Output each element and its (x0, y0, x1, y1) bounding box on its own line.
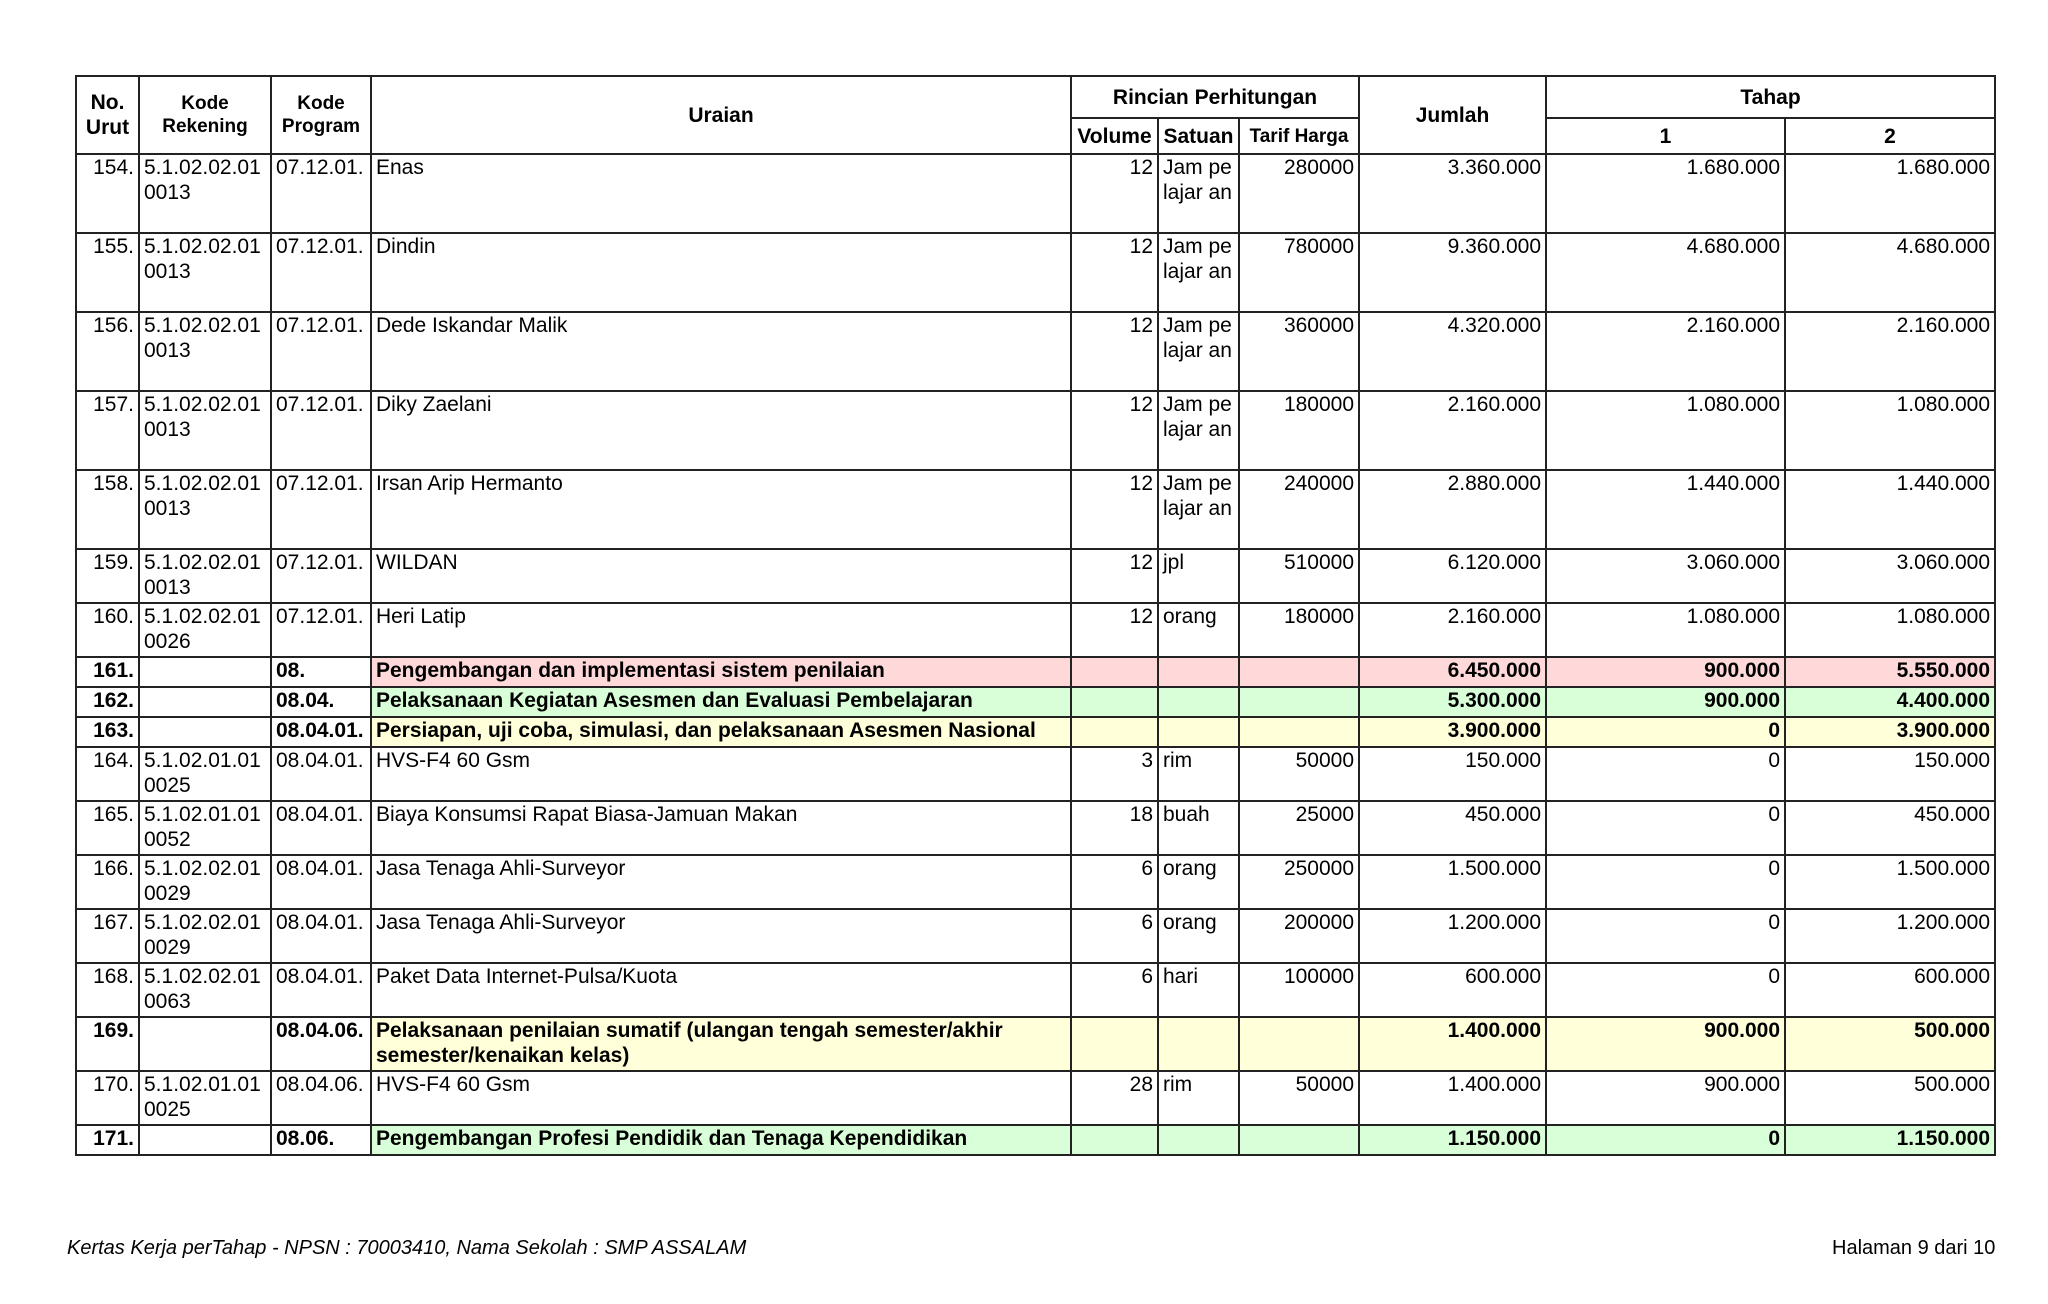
cell-satuan (1158, 1125, 1239, 1155)
cell-kode-rekening (139, 717, 271, 747)
cell-kode-program: 08.04.01. (271, 855, 371, 909)
cell-kode-program: 08. (271, 657, 371, 687)
cell-tahap-1: 0 (1546, 717, 1785, 747)
cell-row-number: 164. (76, 747, 139, 801)
cell-uraian: Pelaksanaan Kegiatan Asesmen dan Evaluasi Pembelajaran (371, 687, 1071, 717)
cell-kode-rekening: 5.1.02.02.01 0013 (139, 233, 271, 312)
cell-row-number: 159. (76, 549, 139, 603)
cell-tarif-harga (1239, 687, 1359, 717)
cell-jumlah: 3.360.000 (1359, 154, 1546, 233)
cell-jumlah: 6.450.000 (1359, 657, 1546, 687)
cell-row-number: 155. (76, 233, 139, 312)
cell-row-number: 161. (76, 657, 139, 687)
table-row (76, 657, 1995, 687)
cell-satuan: rim (1158, 747, 1239, 801)
header-satuan: Satuan (1158, 118, 1239, 154)
cell-jumlah: 150.000 (1359, 747, 1546, 801)
cell-volume: 12 (1071, 391, 1158, 470)
cell-tahap-1: 2.160.000 (1546, 312, 1785, 391)
cell-tarif-harga: 180000 (1239, 603, 1359, 657)
cell-satuan: Jam pelajar an (1158, 312, 1239, 391)
cell-kode-program: 07.12.01. (271, 233, 371, 312)
table-row (76, 1125, 1995, 1155)
cell-uraian: Paket Data Internet-Pulsa/Kuota (371, 963, 1071, 1017)
cell-kode-rekening (139, 1125, 271, 1155)
cell-satuan: Jam pelajar an (1158, 470, 1239, 549)
header-volume: Volume (1071, 118, 1158, 154)
cell-tahap-2: 3.900.000 (1785, 717, 1995, 747)
cell-satuan: Jam pelajar an (1158, 233, 1239, 312)
cell-satuan (1158, 657, 1239, 687)
cell-jumlah: 2.880.000 (1359, 470, 1546, 549)
cell-tarif-harga: 50000 (1239, 1071, 1359, 1125)
budget-table (75, 75, 1996, 1156)
header-jumlah: Jumlah (1359, 76, 1546, 154)
cell-tahap-2: 1.680.000 (1785, 154, 1995, 233)
cell-jumlah: 5.300.000 (1359, 687, 1546, 717)
cell-jumlah: 1.150.000 (1359, 1125, 1546, 1155)
cell-jumlah: 1.400.000 (1359, 1071, 1546, 1125)
cell-tahap-2: 1.200.000 (1785, 909, 1995, 963)
cell-tahap-2: 1.440.000 (1785, 470, 1995, 549)
cell-volume: 12 (1071, 603, 1158, 657)
cell-tahap-2: 150.000 (1785, 747, 1995, 801)
cell-jumlah: 2.160.000 (1359, 603, 1546, 657)
table-row (76, 312, 1995, 391)
cell-tahap-1: 1.680.000 (1546, 154, 1785, 233)
cell-tahap-1: 900.000 (1546, 687, 1785, 717)
header-tarif: Tarif Harga (1239, 118, 1359, 154)
cell-kode-program: 07.12.01. (271, 549, 371, 603)
cell-tarif-harga (1239, 1125, 1359, 1155)
cell-uraian: Pengembangan Profesi Pendidik dan Tenaga Kependidikan (371, 1125, 1071, 1155)
cell-kode-rekening: 5.1.02.02.01 0013 (139, 549, 271, 603)
cell-row-number: 170. (76, 1071, 139, 1125)
header-tahap-2: 2 (1785, 118, 1995, 154)
cell-kode-program: 08.04.01. (271, 909, 371, 963)
cell-tahap-1: 1.440.000 (1546, 470, 1785, 549)
cell-volume: 12 (1071, 154, 1158, 233)
cell-volume (1071, 1125, 1158, 1155)
cell-tarif-harga (1239, 1017, 1359, 1071)
cell-jumlah: 6.120.000 (1359, 549, 1546, 603)
cell-volume (1071, 1017, 1158, 1071)
table-row (76, 801, 1995, 855)
table-row (76, 603, 1995, 657)
table-row (76, 747, 1995, 801)
table-row (76, 1017, 1995, 1071)
cell-uraian: Dindin (371, 233, 1071, 312)
cell-tahap-2: 1.150.000 (1785, 1125, 1995, 1155)
cell-tarif-harga: 360000 (1239, 312, 1359, 391)
table-row (76, 470, 1995, 549)
table-row (76, 1071, 1995, 1125)
cell-row-number: 163. (76, 717, 139, 747)
cell-satuan: Jam pelajar an (1158, 391, 1239, 470)
cell-tahap-2: 2.160.000 (1785, 312, 1995, 391)
cell-kode-program: 08.04.06. (271, 1071, 371, 1125)
cell-uraian: Biaya Konsumsi Rapat Biasa-Jamuan Makan (371, 801, 1071, 855)
cell-tahap-1: 1.080.000 (1546, 603, 1785, 657)
cell-volume: 6 (1071, 963, 1158, 1017)
cell-kode-rekening: 5.1.02.02.01 0029 (139, 909, 271, 963)
cell-jumlah: 3.900.000 (1359, 717, 1546, 747)
header-uraian: Uraian (371, 76, 1071, 154)
cell-uraian: Heri Latip (371, 603, 1071, 657)
cell-satuan: orang (1158, 855, 1239, 909)
cell-uraian: HVS-F4 60 Gsm (371, 1071, 1071, 1125)
cell-tahap-2: 3.060.000 (1785, 549, 1995, 603)
cell-tahap-2: 1.080.000 (1785, 603, 1995, 657)
cell-tahap-2: 500.000 (1785, 1071, 1995, 1125)
cell-kode-rekening: 5.1.02.02.01 0013 (139, 391, 271, 470)
cell-row-number: 165. (76, 801, 139, 855)
cell-uraian: HVS-F4 60 Gsm (371, 747, 1071, 801)
cell-satuan: rim (1158, 1071, 1239, 1125)
cell-row-number: 171. (76, 1125, 139, 1155)
cell-satuan: jpl (1158, 549, 1239, 603)
cell-kode-program: 08.04.01. (271, 747, 371, 801)
cell-tahap-1: 1.080.000 (1546, 391, 1785, 470)
cell-kode-rekening: 5.1.02.02.01 0029 (139, 855, 271, 909)
cell-kode-program: 08.04.01. (271, 963, 371, 1017)
cell-satuan: orang (1158, 909, 1239, 963)
cell-tarif-harga: 180000 (1239, 391, 1359, 470)
cell-tarif-harga (1239, 717, 1359, 747)
cell-volume: 18 (1071, 801, 1158, 855)
cell-satuan: hari (1158, 963, 1239, 1017)
cell-row-number: 156. (76, 312, 139, 391)
cell-satuan (1158, 687, 1239, 717)
table-row (76, 855, 1995, 909)
cell-tarif-harga: 240000 (1239, 470, 1359, 549)
footer-document-info: Kertas Kerja perTahap - NPSN : 70003410, Nama Sekolah : SMP ASSALAM (67, 1237, 747, 1259)
cell-row-number: 168. (76, 963, 139, 1017)
cell-tahap-1: 0 (1546, 909, 1785, 963)
cell-tahap-2: 5.550.000 (1785, 657, 1995, 687)
header-tahap: Tahap (1546, 76, 1995, 118)
cell-uraian: Pengembangan dan implementasi sistem penilaian (371, 657, 1071, 687)
cell-tahap-1: 900.000 (1546, 1071, 1785, 1125)
cell-tahap-1: 3.060.000 (1546, 549, 1785, 603)
cell-kode-rekening: 5.1.02.01.01 0025 (139, 747, 271, 801)
cell-tahap-1: 0 (1546, 801, 1785, 855)
cell-jumlah: 450.000 (1359, 801, 1546, 855)
table-row (76, 909, 1995, 963)
cell-volume (1071, 717, 1158, 747)
cell-jumlah: 1.400.000 (1359, 1017, 1546, 1071)
cell-tarif-harga: 250000 (1239, 855, 1359, 909)
cell-kode-program: 08.04.01. (271, 717, 371, 747)
cell-tarif-harga: 280000 (1239, 154, 1359, 233)
cell-jumlah: 2.160.000 (1359, 391, 1546, 470)
table-row (76, 391, 1995, 470)
cell-kode-rekening: 5.1.02.02.01 0013 (139, 154, 271, 233)
cell-kode-program: 08.04.06. (271, 1017, 371, 1071)
cell-tahap-1: 0 (1546, 1125, 1785, 1155)
table-row (76, 549, 1995, 603)
cell-tarif-harga (1239, 657, 1359, 687)
cell-kode-rekening (139, 1017, 271, 1071)
cell-jumlah: 9.360.000 (1359, 233, 1546, 312)
cell-kode-program: 08.04.01. (271, 801, 371, 855)
table-row (76, 963, 1995, 1017)
cell-uraian: WILDAN (371, 549, 1071, 603)
cell-kode-rekening: 5.1.02.02.01 0026 (139, 603, 271, 657)
cell-row-number: 167. (76, 909, 139, 963)
header-tahap-1: 1 (1546, 118, 1785, 154)
cell-satuan: orang (1158, 603, 1239, 657)
cell-tahap-2: 4.400.000 (1785, 687, 1995, 717)
cell-tarif-harga: 25000 (1239, 801, 1359, 855)
cell-tarif-harga: 780000 (1239, 233, 1359, 312)
cell-volume (1071, 657, 1158, 687)
table-row (76, 154, 1995, 233)
cell-kode-rekening (139, 687, 271, 717)
cell-kode-rekening: 5.1.02.01.01 0052 (139, 801, 271, 855)
cell-tahap-2: 500.000 (1785, 1017, 1995, 1071)
cell-kode-rekening (139, 657, 271, 687)
cell-volume: 28 (1071, 1071, 1158, 1125)
cell-tarif-harga: 510000 (1239, 549, 1359, 603)
cell-volume: 12 (1071, 233, 1158, 312)
cell-jumlah: 1.500.000 (1359, 855, 1546, 909)
table-row (76, 233, 1995, 312)
header-kode-rekening: Kode Rekening (139, 76, 271, 154)
cell-row-number: 157. (76, 391, 139, 470)
cell-satuan (1158, 717, 1239, 747)
cell-tahap-2: 450.000 (1785, 801, 1995, 855)
cell-volume: 12 (1071, 549, 1158, 603)
table-body (76, 154, 1995, 1155)
cell-kode-program: 07.12.01. (271, 603, 371, 657)
header-no-urut: No. Urut (76, 76, 139, 154)
cell-jumlah: 600.000 (1359, 963, 1546, 1017)
cell-kode-rekening: 5.1.02.02.01 0063 (139, 963, 271, 1017)
cell-tarif-harga: 200000 (1239, 909, 1359, 963)
cell-row-number: 154. (76, 154, 139, 233)
cell-tarif-harga: 50000 (1239, 747, 1359, 801)
cell-tahap-2: 600.000 (1785, 963, 1995, 1017)
cell-tahap-2: 1.080.000 (1785, 391, 1995, 470)
cell-uraian: Irsan Arip Hermanto (371, 470, 1071, 549)
table-row (76, 717, 1995, 747)
cell-tarif-harga: 100000 (1239, 963, 1359, 1017)
cell-satuan: buah (1158, 801, 1239, 855)
cell-kode-rekening: 5.1.02.01.01 0025 (139, 1071, 271, 1125)
cell-tahap-1: 0 (1546, 747, 1785, 801)
cell-row-number: 158. (76, 470, 139, 549)
cell-kode-program: 07.12.01. (271, 470, 371, 549)
cell-tahap-1: 900.000 (1546, 657, 1785, 687)
footer-page-number: Halaman 9 dari 10 (1832, 1237, 1996, 1259)
cell-uraian: Jasa Tenaga Ahli-Surveyor (371, 855, 1071, 909)
header-rincian: Rincian Perhitungan (1071, 76, 1359, 118)
cell-kode-program: 07.12.01. (271, 154, 371, 233)
cell-volume: 12 (1071, 312, 1158, 391)
cell-row-number: 160. (76, 603, 139, 657)
cell-uraian: Diky Zaelani (371, 391, 1071, 470)
cell-tahap-2: 4.680.000 (1785, 233, 1995, 312)
cell-uraian: Pelaksanaan penilaian sumatif (ulangan tengah semester/akhir semester/kenaikan kelas) (371, 1017, 1071, 1071)
cell-jumlah: 1.200.000 (1359, 909, 1546, 963)
cell-uraian: Enas (371, 154, 1071, 233)
cell-kode-rekening: 5.1.02.02.01 0013 (139, 470, 271, 549)
header-kode-program: Kode Program (271, 76, 371, 154)
cell-volume: 6 (1071, 855, 1158, 909)
cell-kode-program: 08.06. (271, 1125, 371, 1155)
cell-tahap-2: 1.500.000 (1785, 855, 1995, 909)
cell-tahap-1: 4.680.000 (1546, 233, 1785, 312)
cell-tahap-1: 900.000 (1546, 1017, 1785, 1071)
cell-uraian: Dede Iskandar Malik (371, 312, 1071, 391)
cell-volume: 3 (1071, 747, 1158, 801)
cell-kode-program: 07.12.01. (271, 312, 371, 391)
cell-volume (1071, 687, 1158, 717)
cell-kode-program: 07.12.01. (271, 391, 371, 470)
cell-row-number: 166. (76, 855, 139, 909)
cell-uraian: Jasa Tenaga Ahli-Surveyor (371, 909, 1071, 963)
cell-row-number: 162. (76, 687, 139, 717)
cell-tahap-1: 0 (1546, 963, 1785, 1017)
cell-tahap-1: 0 (1546, 855, 1785, 909)
cell-volume: 12 (1071, 470, 1158, 549)
cell-satuan: Jam pelajar an (1158, 154, 1239, 233)
cell-kode-program: 08.04. (271, 687, 371, 717)
cell-kode-rekening: 5.1.02.02.01 0013 (139, 312, 271, 391)
cell-volume: 6 (1071, 909, 1158, 963)
cell-jumlah: 4.320.000 (1359, 312, 1546, 391)
table-header (76, 76, 1995, 154)
cell-satuan (1158, 1017, 1239, 1071)
table-row (76, 687, 1995, 717)
cell-row-number: 169. (76, 1017, 139, 1071)
cell-uraian: Persiapan, uji coba, simulasi, dan pelaksanaan Asesmen Nasional (371, 717, 1071, 747)
